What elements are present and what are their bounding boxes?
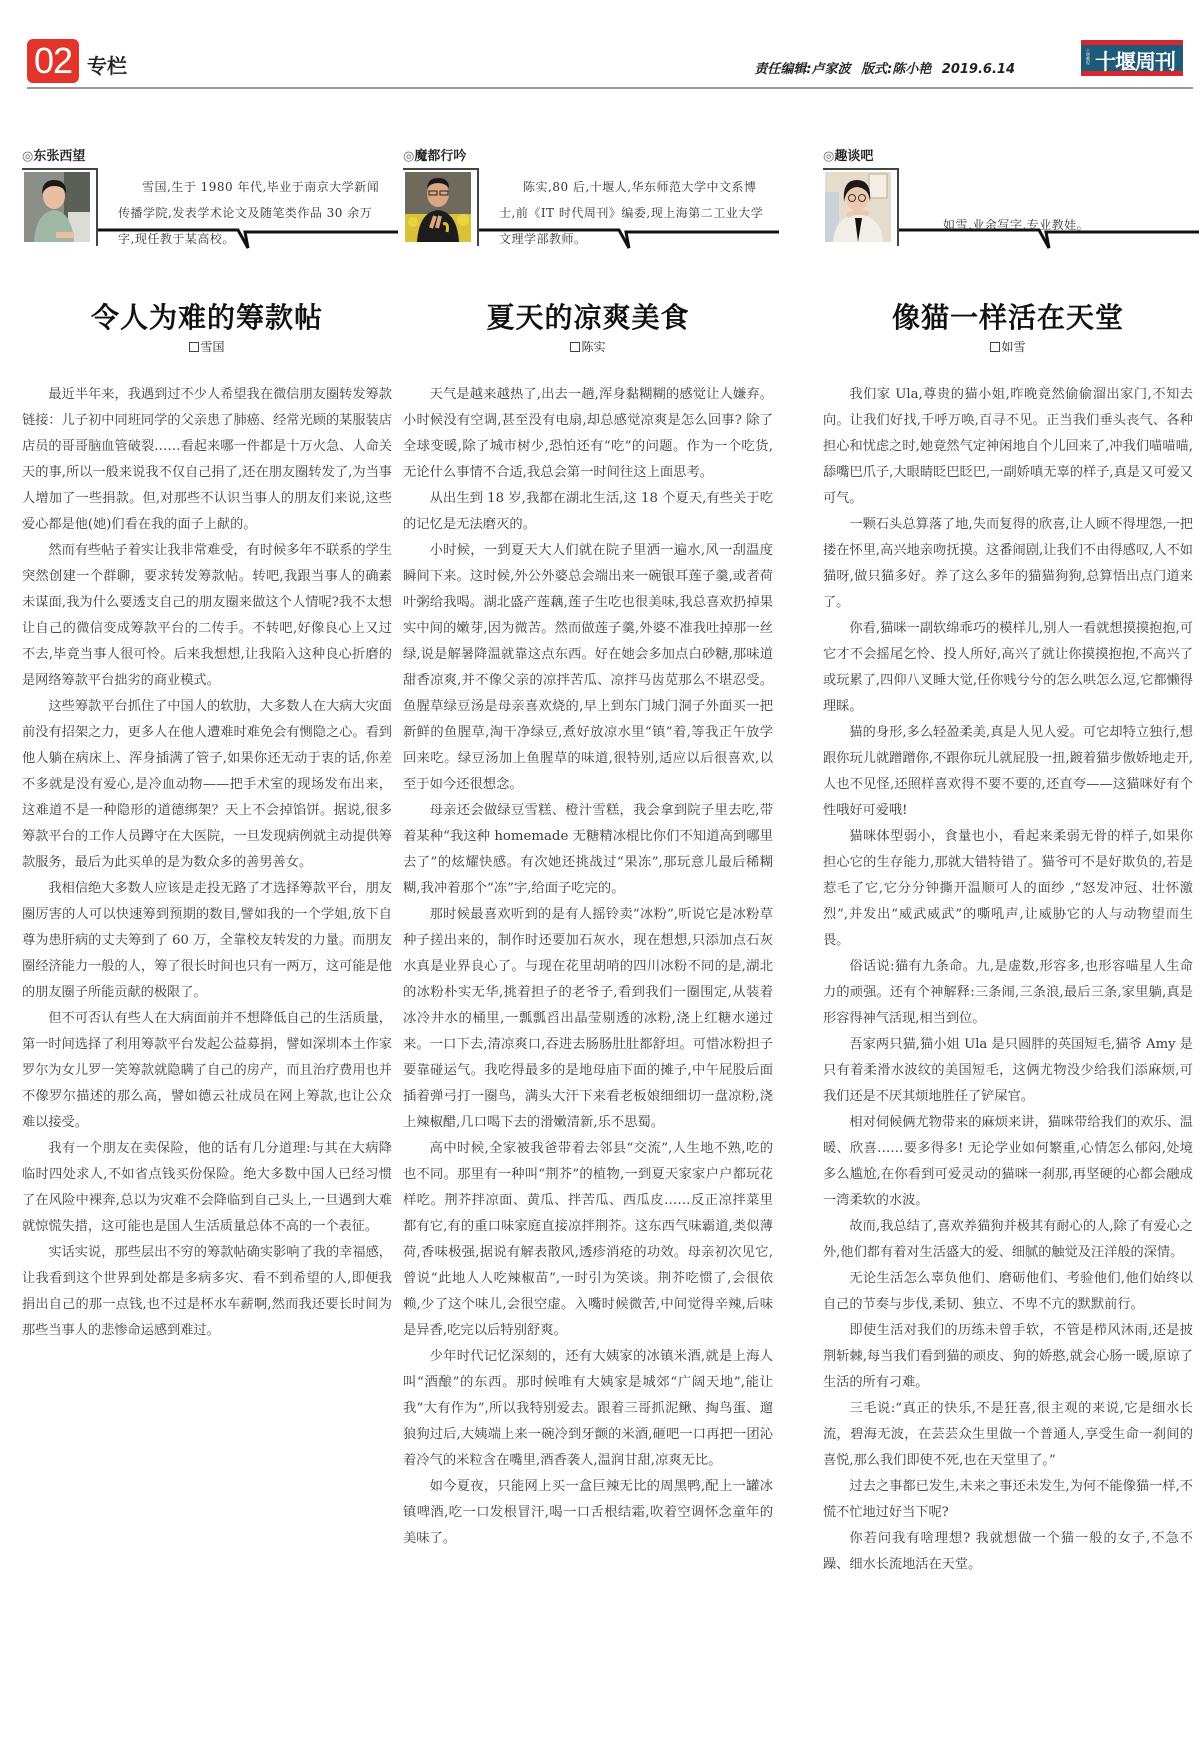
byline-box-icon xyxy=(990,342,1000,352)
layout-credit: 版式:陈小艳 xyxy=(861,62,932,77)
paragraph: 即使生活对我们的历练未曾手软，不管是栉风沐雨,还是披荆斩棘,每当我们看到猫的顽皮、狗的娇憨,就会心肠一暖,原谅了生活的所有刁难。 xyxy=(823,1323,1193,1390)
circle-mark-icon: ◎ xyxy=(22,149,34,164)
paragraph: 这些筹款平台抓住了中国人的软肋，大多数人在大病大灾面前没有招架之力，更多人在他人遭难时难免会有恻隐之心。看到他人躺在病床上、浑身插满了管子,如果你还无动于衷的话,你差不多就是没有爱心,是冷血动物——把手术室的现场发布出来，这难道不是一种隐形的道德绑架？天上不会掉馅饼。据说,很多筹款平台的工作人员蹲守在大医院，一旦发现病例就主动提供筹款服务，最后为此买单的是为数众多的善男善女。 xyxy=(22,699,392,870)
credits xyxy=(748,58,1015,77)
circle-mark-icon: ◎ xyxy=(403,149,415,164)
paragraph: 我有一个朋友在卖保险，他的话有几分道理:与其在大病降临时四处求人,不如省点钱买份保险。绝大多数中国人已经习惯了在风险中裸奔,总以为灾难不会降临到自己头上,一旦遇到大难就惊慌失措，这可能也是国人生活质量总体不高的一个表征。 xyxy=(22,1141,392,1234)
article-title: 夏天的凉爽美食 xyxy=(486,301,690,334)
column-tag xyxy=(403,148,773,166)
article-body xyxy=(823,382,1193,1578)
paragraph: 猫的身形,多么轻盈柔美,真是人见人爱。可它却特立独行,想跟你玩儿就蹭蹭你,不跟你玩儿就屁股一扭,踱着猫步傲娇地走开,人也不见怪,还照样喜欢得不要不要的,还直夸——这猫咪好有个性哦好可爱哦! xyxy=(823,725,1193,818)
author-photo xyxy=(24,172,90,242)
author-name: 陈实 xyxy=(581,340,606,354)
paragraph: 高中时候,全家被我爸带着去邻县“交流”,人生地不熟,吃的也不同。那里有一种叫“荆芥”的植物,一到夏天家家户户都玩花样吃。荆芥拌凉面、黄瓜、拌苦瓜、西瓜皮……反正凉拌菜里都有它,有的重口味家庭直接凉拌荆芥。这东西气味霸道,类似薄荷,香味极强,据说有解表散风,透疹消疮的功效。母亲初次见它,曾说“此地人人吃辣椒苗”,一时引为笑谈。荆芥吃惯了,会很依赖,少了这个味儿,会很空虚。入嘴时候微苦,中间觉得辛辣,后味是异香,吃完以后特别舒爽。 xyxy=(403,1141,773,1338)
paragraph: 少年时代记忆深刻的，还有大姨家的冰镇米酒,就是上海人叫“酒酿”的东西。那时候唯有大姨家是城郊“广阔天地”,能让我“大有作为”,所以我特别爱去。跟着三哥抓泥鳅、掏鸟蛋、遛狼狗过后,大姨端上来一碗冷到牙颤的米酒,砸吧一口再把一团沁着冷气的米粒含在嘴里,酒香袭人,温润甘甜,凉爽无比。 xyxy=(403,1349,773,1468)
paragraph: 从出生到 18 岁,我都在湖北生活,这 18 个夏天,有些关于吃的记忆是无法磨灭的。 xyxy=(403,491,773,532)
paragraph: 最近半年来，我遇到过不少人希望我在微信朋友圈转发筹款链接：儿子初中同班同学的父亲患了肺癌、经常光顾的某服装店店员的哥哥脑血管破裂……看起来哪一件都是十万火急、人命关天的事,所以一般来说我不仅自己捐了,还在朋友圈转发了,为当事人增加了一些捐款。但,对那些不认识当事人的朋友们来说,这些爱心都是他(她)们看在我的面子上献的。 xyxy=(22,387,392,532)
byline xyxy=(823,338,1193,356)
paragraph: 实话实说，那些层出不穷的筹款帖确实影响了我的幸福感，让我看到这个世界到处都是多病多灾、看不到希望的人,即便我捐出自己的那一点钱,也不过是杯水车薪啊,然而我还要长时间为那些当事人的悲惨命运感到难过。 xyxy=(22,1245,392,1338)
paragraph: 俗话说:猫有九条命。九,是虚数,形容多,也形容喵星人生命力的顽强。还有个神解释:三条闹,三条浪,最后三条,家里躺,真是形容得神气活现,相当到位。 xyxy=(823,959,1193,1026)
paragraph: 母亲还会做绿豆雪糕、橙汁雪糕，我会拿到院子里去吃,带着某种“我这种 homemade 无糖精冰棍比你们不知道高到哪里去了”的炫耀快感。有次她还挑战过“果冻”,那玩意儿最后稀糊糊,我冲着那个“冻”字,给面子吃完的。 xyxy=(403,803,773,896)
author-bio: 陈实,80 后,十堰人,华东师范大学中文系博士,前《IT 时代周刊》编委,现上海第二工业大学文理学部教师。 xyxy=(499,180,764,246)
section-name: 专栏 xyxy=(87,54,127,78)
author-photo xyxy=(405,172,471,242)
paragraph: 吾家两只猫,猫小姐 Ula 是只圆胖的英国短毛,猫爷 Amy 是只有着柔滑水波纹的美国短毛，这俩尤物没少给我们添麻烦,可我们还是不厌其烦地胜任了铲屎官。 xyxy=(823,1037,1193,1104)
author-photo xyxy=(825,172,891,242)
paragraph: 但不可否认有些人在大病面前并不想降低自己的生活质量，第一时间选择了利用筹款平台发起公益募捐，譬如深圳本土作家罗尔为女儿罗一笑筹款就隐瞒了自己的房产，而且治疗费用也并不像罗尔描述的那么高，譬如德云社成员在网上筹款,也让公众难以接受。 xyxy=(22,1011,392,1130)
byline-box-icon xyxy=(570,342,580,352)
header-rule xyxy=(27,87,1193,89)
paragraph: 相对伺候俩尤物带来的麻烦来讲，猫咪带给我们的欢乐、温暖、欣喜……要多得多! 无论学业如何繁重,心情怎么郁闷,处境多么尴尬,在你看到可爱灵动的猫咪一刹那,再坚硬的心都会融成一湾柔软的水波。 xyxy=(823,1115,1193,1208)
paragraph: 三毛说:“真正的快乐,不是狂喜,很主观的来说,它是细水长流，碧海无波，在芸芸众生里做一个普通人,享受生命一刹间的喜悦,那么我们即使不死,也在天堂里了。” xyxy=(823,1401,1193,1468)
paragraph: 我们家 Ula,尊贵的猫小姐,昨晚竟然偷偷溜出家门,不知去向。让我们好找,千呼万唤,百寻不见。正当我们垂头丧气、各种担心和忧虑之时,她竟然气定神闲地自个儿回来了,冲我们喵喵喵,舔嘴巴爪子,大眼睛眨巴眨巴,一副娇嗔无辜的样子,真是又可爱又可气。 xyxy=(823,387,1193,506)
column-tag xyxy=(22,148,392,166)
article-body xyxy=(22,382,392,1344)
masthead-logo xyxy=(1081,40,1183,76)
column-tag-label: 趣谈吧 xyxy=(834,149,874,164)
column-2 xyxy=(403,148,773,1552)
paragraph: 过去之事都已发生,未来之事还未发生,为何不能像猫一样,不慌不忙地过好当下呢? xyxy=(823,1479,1193,1520)
paragraph: 如今夏夜，只能网上买一盒巨辣无比的周黑鸭,配上一罐冰镇啤酒,吃一口发根冒汗,喝一口舌根结霜,吹着空调怀念童年的美味了。 xyxy=(403,1479,773,1546)
column-tag-label: 东张西望 xyxy=(33,149,86,164)
column-tag xyxy=(823,148,1193,166)
author-profile xyxy=(823,166,1193,286)
circle-mark-icon: ◎ xyxy=(823,149,835,164)
logo-text: 十堰周刊 xyxy=(1095,49,1175,74)
author-bio: 如雪,业余写字,专业教娃。 xyxy=(943,218,1090,232)
author-name: 如雪 xyxy=(1001,340,1026,354)
paragraph: 故而,我总结了,喜欢养猫狗并极其有耐心的人,除了有爱心之外,他们都有着对生活盛大的爱、细腻的触觉及汪洋般的深情。 xyxy=(823,1219,1193,1260)
page-header xyxy=(27,38,1193,86)
paragraph: 那时候最喜欢听到的是有人摇铃卖“冰粉”,听说它是冰粉草种子搓出来的，制作时还要加石灰水，现在想想,只添加点石灰水真是业界良心了。与现在花里胡哨的四川冰粉不同的是,湖北的冰粉朴实无华,挑着担子的老爷子,看到我们一圈围定,从装着冰冷井水的桶里,一瓢瓢舀出晶莹剔透的冰粉,浇上红糖水递过来。一口下去,清凉爽口,吞进去肠肠肚肚都舒坦。可惜冰粉担子要靠碰运气。我吃得最多的是地母庙下面的摊子,中午屁股后面插着弹弓打一圈鸟，满头大汗下来看老板娘细细切一盘凉粉,浇上辣椒醋,几口喝下去的滑嫩清新,乐不思蜀。 xyxy=(403,907,773,1130)
author-bio: 雪国,生于 1980 年代,毕业于南京大学新闻传播学院,发表学术论文及随笔类作品 30 余万字,现任教于某高校。 xyxy=(118,180,380,246)
author-name: 雪国 xyxy=(200,340,225,354)
paragraph: 小时候，一到夏天大人们就在院子里洒一遍水,风一刮温度瞬间下来。这时候,外公外婆总会端出来一碗银耳莲子羹,或者荷叶粥给我喝。湖北盛产莲藕,莲子生吃也很美味,我总喜欢扔掉果实中间的嫩芽,因为微苦。然而做莲子羹,外婆不准我吐掉那一丝绿,说是解暑降温就靠这点东西。好在她会多加点白砂糖,那味道甜香凉爽,并不像父亲的凉拌苦瓜、凉拌马齿苋那么不堪忍受。鱼腥草绿豆汤是母亲喜欢烧的,早上到东门城门洞子外面买一把新鲜的鱼腥草,淘干净绿豆,煮好放凉水里“镇”着,等我正午放学回来吃。绿豆汤加上鱼腥草的味道,很特别,适应以后很喜欢,以至于如今还很想念。 xyxy=(403,543,773,792)
column-3 xyxy=(823,148,1193,1578)
article-title: 像猫一样活在天堂 xyxy=(891,301,1124,334)
issue-date: 2019.6.14 xyxy=(941,62,1015,77)
article-body xyxy=(403,382,773,1552)
paragraph: 我相信绝大多数人应该是走投无路了才选择筹款平台，朋友圈厉害的人可以快速筹到预期的数目,譬如我的一个学姐,放下自尊为患肝病的丈夫筹到了 60 万，全靠校友转发的力量。而朋友圈经济能力一般的人，筹了很长时间也只有一两万，这可能是他的朋友圈子所能贡献的极限了。 xyxy=(22,881,392,1000)
logo-small-text: 十堰晚报 xyxy=(1086,48,1090,65)
author-profile xyxy=(22,166,392,286)
column-1 xyxy=(22,148,392,1344)
editor-credit: 责任编辑:卢家波 xyxy=(754,62,851,77)
paragraph: 你若问我有啥理想? 我就想做一个猫一般的女子,不急不躁、细水长流地活在天堂。 xyxy=(823,1531,1193,1572)
paragraph: 无论生活怎么辜负他们、磨砺他们、考验他们,他们始终以自己的节奏与步伐,柔韧、独立、不卑不亢的默默前行。 xyxy=(823,1271,1193,1312)
author-profile xyxy=(403,166,773,286)
column-tag-label: 魔都行吟 xyxy=(414,149,467,164)
byline xyxy=(403,338,773,356)
paragraph: 然而有些帖子着实让我非常难受，有时候多年不联系的学生突然创建一个群聊，要求转发筹款帖。转吧,我跟当事人的确素未谋面,我为什么要透支自己的朋友圈来做这个人情呢?我不太想让自己的微信变成筹款平台的二传手。不转吧,好像良心上又过不去,毕竟当事人很可怜。后来我想想,让我陷入这种良心折磨的是网络筹款平台拙劣的商业模式。 xyxy=(22,543,392,688)
article-title: 令人为难的筹款帖 xyxy=(90,301,323,334)
paragraph: 猫咪体型弱小，食量也小，看起来柔弱无骨的样子,如果你担心它的生存能力,那就大错特错了。猫爷可不是好欺负的,若是惹毛了它,它分分钟撕开温顺可人的面纱 ,“怒发冲冠、壮怀激烈”,并发出“威武威武”的嘶吼声,让威胁它的人与动物望而生畏。 xyxy=(823,829,1193,948)
paragraph: 天气是越来越热了,出去一趟,浑身黏糊糊的感觉让人嫌弃。小时候没有空调,甚至没有电扇,却总感觉凉爽是怎么回事? 除了全球变暖,除了城市树少,恐怕还有“吃”的问题。作为一个吃货,无论什么事情不合适,我总会第一时间往这上面思考。 xyxy=(403,387,773,480)
page-number-badge: 02 xyxy=(27,39,79,83)
paragraph: 一颗石头总算落了地,失而复得的欣喜,让人顾不得埋怨,一把搂在怀里,高兴地亲吻抚摸。这番闹剧,让我们不由得感叹,人不如猫呀,做只猫多好。养了这么多年的猫猫狗狗,总算悟出点门道来了。 xyxy=(823,517,1193,610)
byline-box-icon xyxy=(189,342,199,352)
byline xyxy=(22,338,392,356)
paragraph: 你看,猫咪一副软绵乖巧的模样儿,别人一看就想摸摸抱抱,可它才不会摇尾乞怜、投人所好,高兴了就让你摸摸抱抱,不高兴了或玩累了,四仰八叉睡大觉,任你贱兮兮的怎么哄怎么逗,它都懒得理睬。 xyxy=(823,621,1193,714)
